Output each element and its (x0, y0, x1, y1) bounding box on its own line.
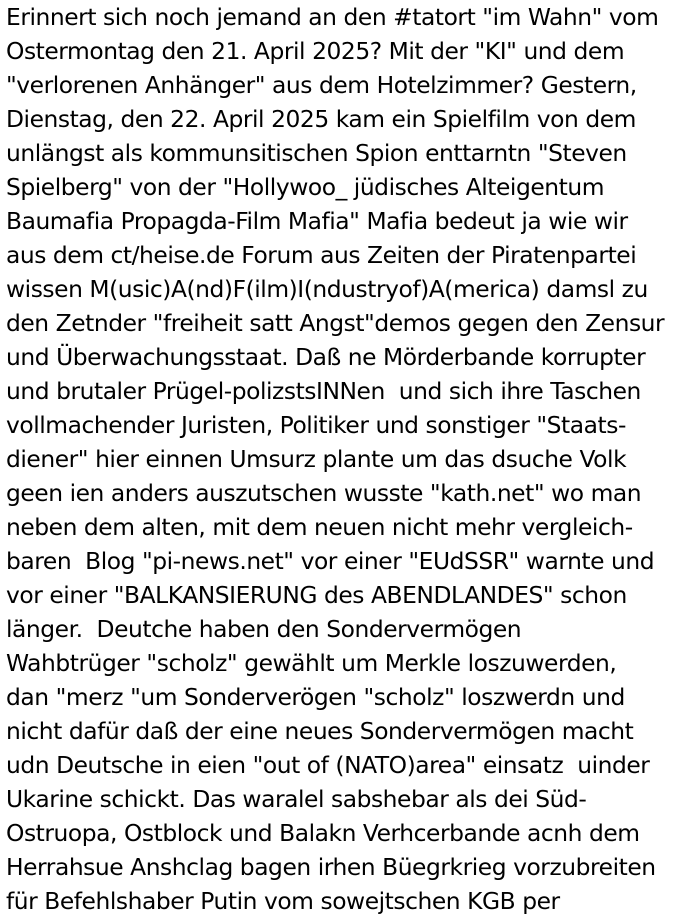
document-text (6, 0, 684, 918)
text-line-18: vor einer "BALKANSIERUNG des ABENDLANDES" schon (6, 581, 627, 609)
text-line-3: "verlorenen Anhänger" aus dem Hotelzimmer? Gestern, (6, 71, 637, 99)
text-line-20: Wahbtrüger "scholz" gewählt um Merkle loszuwerden, (6, 649, 617, 677)
text-line-14: diener" hier einnen Umsurz plante um das dsuche Volk (6, 445, 627, 473)
text-line-7: Baumafia Propagda-Film Mafia" Mafia bedeut ja wie wir (6, 207, 628, 235)
text-line-1: Erinnert sich noch jemand an den #tatort "im Wahn" vom (6, 3, 659, 31)
text-line-9: wissen M(usic)A(nd)F(ilm)I(ndustryof)A(merica) damsl zu (6, 275, 648, 303)
text-line-11: und Überwachungsstaat. Daß ne Mörderbande korrupter (6, 343, 646, 371)
text-line-10: den Zetnder "freiheit satt Angst"demos gegen den Zensur (6, 309, 665, 337)
text-line-21: dan "merz "um Sonderverögen "scholz" loszwerdn und (6, 683, 625, 711)
text-line-27: für Befehlshaber Putin vom sowejtschen KGB per (6, 887, 560, 915)
text-line-12: und brutaler Prügel-polizstsINNen und sich ihre Taschen (6, 377, 641, 405)
text-line-6: Spielberg" von der "Hollywoo_ jüdisches Alteigentum (6, 173, 605, 201)
text-line-25: Ostruopa, Ostblock und Balakn Verhcerbande acnh dem (6, 819, 640, 847)
text-line-15: geen ien anders auszutschen wusste "kath.net" wo man (6, 479, 642, 507)
text-line-4: Dienstag, den 22. April 2025 kam ein Spielfilm von dem (6, 105, 636, 133)
text-line-5: unlängst als kommunsitischen Spion enttarntn "Steven (6, 139, 627, 167)
text-line-16: neben dem alten, mit dem neuen nicht mehr vergleich- (6, 513, 633, 541)
text-line-22: nicht dafür daß der eine neues Sondervermögen macht (6, 717, 634, 745)
text-line-26: Herrahsue Anshclag bagen irhen Büegrkrieg vorzubreiten (6, 853, 656, 881)
text-line-17: baren Blog "pi-news.net" vor einer "EUdSSR" warnte und (6, 547, 655, 575)
text-line-2: Ostermontag den 21. April 2025? Mit der "KI" und dem (6, 37, 625, 65)
text-line-13: vollmachender Juristen, Politiker und sonstiger "Staats- (6, 411, 626, 439)
text-line-8: aus dem ct/heise.de Forum aus Zeiten der Piratenpartei (6, 241, 637, 269)
text-line-23: udn Deutsche in eien "out of (NATO)area" einsatz uinder (6, 751, 650, 779)
text-line-19: länger. Deutche haben den Sondervermögen (6, 615, 522, 643)
text-line-24: Ukarine schickt. Das waralel sabshebar als dei Süd- (6, 785, 587, 813)
